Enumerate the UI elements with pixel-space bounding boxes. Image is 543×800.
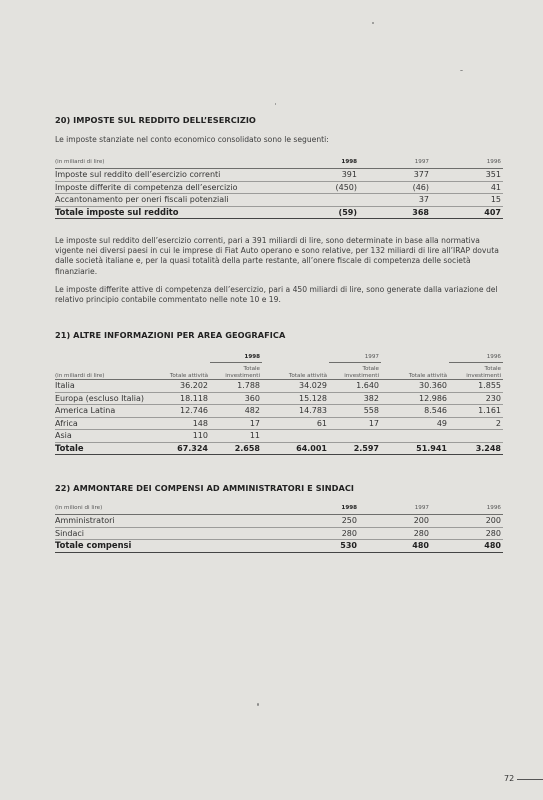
cell: 14.783 — [262, 405, 329, 418]
footer-rule — [517, 779, 543, 780]
scan-speck — [257, 703, 259, 706]
cell-1996: 15 — [431, 194, 503, 207]
cell-1997: 377 — [359, 169, 431, 182]
geo-table — [55, 353, 503, 455]
cell-1997: 200 — [359, 515, 431, 528]
tax-year-1997: 1997 — [359, 156, 431, 169]
total-label: Totale — [55, 442, 155, 455]
header-attivita: Totale attività — [155, 363, 210, 380]
tax-table — [55, 156, 503, 219]
table-row — [55, 181, 503, 194]
cell: 36.202 — [155, 380, 210, 393]
header-investimenti: Totale investimenti — [449, 363, 503, 380]
table-row — [55, 417, 503, 430]
total-row — [55, 540, 503, 553]
cell: 12.986 — [381, 392, 449, 405]
geo-year-1998: 1998 — [210, 353, 262, 363]
total-1998: (59) — [287, 206, 359, 219]
section-20-paragraph-2: Le imposte differite attive di competenza dell’esercizio, pari a 450 miliardi di lire, sono generate dalla variazione del relativo principio contabile commentato nelle note 10 e 19. — [55, 285, 498, 305]
cell: 110 — [155, 430, 210, 443]
cell-1998: (450) — [287, 181, 359, 194]
cell — [329, 430, 381, 443]
cell: 17 — [329, 417, 381, 430]
header-investimenti: Totale investimenti — [210, 363, 262, 380]
cell: 49 — [381, 417, 449, 430]
compensation-table-unit: (in milioni di lire) — [55, 502, 287, 515]
scan-speck — [275, 103, 276, 105]
compensation-table — [55, 502, 503, 553]
row-label: Italia — [55, 380, 155, 393]
cell: 11 — [210, 430, 262, 443]
row-label: Asia — [55, 430, 155, 443]
tax-table-unit: (in miliardi di lire) — [55, 156, 287, 169]
cell — [449, 430, 503, 443]
section-21-title: 21) ALTRE INFORMAZIONI PER AREA GEOGRAFICA — [55, 330, 286, 340]
row-label: Accantonamento per oneri fiscali potenziali — [55, 194, 287, 207]
row-label: Amministratori — [55, 515, 287, 528]
total-cell: 2.597 — [329, 442, 381, 455]
row-label: Imposte sul reddito dell’esercizio correnti — [55, 169, 287, 182]
cell-1997: 37 — [359, 194, 431, 207]
cell: 1.788 — [210, 380, 262, 393]
cell: 8.546 — [381, 405, 449, 418]
total-1998: 530 — [287, 540, 359, 553]
scan-speck — [372, 22, 374, 24]
cell-1998: 280 — [287, 527, 359, 540]
row-label: Sindaci — [55, 527, 287, 540]
total-label: Totale compensi — [55, 540, 287, 553]
geo-year-1996: 1996 — [449, 353, 503, 363]
total-label: Totale imposte sul reddito — [55, 206, 287, 219]
section-20-intro: Le imposte stanziate nel conto economico consolidato sono le seguenti: — [55, 135, 329, 144]
scan-speck — [460, 70, 463, 71]
header-attivita: Totale attività — [262, 363, 329, 380]
cell: 18.118 — [155, 392, 210, 405]
cell: 360 — [210, 392, 262, 405]
cell: 1.855 — [449, 380, 503, 393]
table-row — [55, 430, 503, 443]
cell: 1.161 — [449, 405, 503, 418]
page-number: 72 — [504, 774, 515, 783]
cell-1998 — [287, 194, 359, 207]
table-row — [55, 380, 503, 393]
total-row — [55, 206, 503, 219]
cell: 1.640 — [329, 380, 381, 393]
cell: 558 — [329, 405, 381, 418]
cell: 382 — [329, 392, 381, 405]
table-row — [55, 515, 503, 528]
comp-year-1996: 1996 — [431, 502, 503, 515]
cell-1996: 351 — [431, 169, 503, 182]
row-label: Europa (escluso Italia) — [55, 392, 155, 405]
cell: 230 — [449, 392, 503, 405]
total-1996: 480 — [431, 540, 503, 553]
cell-1998: 250 — [287, 515, 359, 528]
comp-year-1998: 1998 — [287, 502, 359, 515]
header-attivita: Totale attività — [381, 363, 449, 380]
table-row — [55, 169, 503, 182]
total-1997: 368 — [359, 206, 431, 219]
tax-year-1996: 1996 — [431, 156, 503, 169]
cell: 148 — [155, 417, 210, 430]
header-investimenti: Totale investimenti — [329, 363, 381, 380]
table-row — [55, 392, 503, 405]
cell: 30.360 — [381, 380, 449, 393]
row-label: Imposte differite di competenza dell’esercizio — [55, 181, 287, 194]
cell: 34.029 — [262, 380, 329, 393]
total-row — [55, 442, 503, 455]
cell — [262, 430, 329, 443]
cell-1997: 280 — [359, 527, 431, 540]
total-cell: 67.324 — [155, 442, 210, 455]
section-20-paragraph-1: Le imposte sul reddito dell’esercizio correnti, pari a 391 miliardi di lire, sono determinate in base alla normativa vigente nei diversi paesi in cui le imprese di Fiat Auto operano e sono relative, per 132 miliardi di lire all’IRAP dovuta dalle società italiane e, per la quasi totalità della parte restante, all’onere fiscale di competenza delle società finanziarie. — [55, 236, 499, 276]
total-cell: 64.001 — [262, 442, 329, 455]
section-22-title: 22) AMMONTARE DEI COMPENSI AD AMMINISTRATORI E SINDACI — [55, 483, 355, 493]
cell: 61 — [262, 417, 329, 430]
table-row — [55, 194, 503, 207]
table-row — [55, 405, 503, 418]
geo-year-1997: 1997 — [329, 353, 381, 363]
cell: 12.746 — [155, 405, 210, 418]
total-1996: 407 — [431, 206, 503, 219]
comp-year-1997: 1997 — [359, 502, 431, 515]
cell: 17 — [210, 417, 262, 430]
total-cell: 51.941 — [381, 442, 449, 455]
total-cell: 2.658 — [210, 442, 262, 455]
total-1997: 480 — [359, 540, 431, 553]
cell: 2 — [449, 417, 503, 430]
cell — [381, 430, 449, 443]
cell-1996: 280 — [431, 527, 503, 540]
cell: 482 — [210, 405, 262, 418]
tax-year-1998: 1998 — [287, 156, 359, 169]
cell-1997: (46) — [359, 181, 431, 194]
cell-1998: 391 — [287, 169, 359, 182]
table-row — [55, 527, 503, 540]
cell-1996: 41 — [431, 181, 503, 194]
row-label: America Latina — [55, 405, 155, 418]
cell: 15.128 — [262, 392, 329, 405]
total-cell: 3.248 — [449, 442, 503, 455]
geo-table-unit: (in miliardi di lire) — [55, 363, 155, 380]
row-label: Africa — [55, 417, 155, 430]
cell-1996: 200 — [431, 515, 503, 528]
section-20-title: 20) IMPOSTE SUL REDDITO DELL’ESERCIZIO — [55, 115, 256, 125]
